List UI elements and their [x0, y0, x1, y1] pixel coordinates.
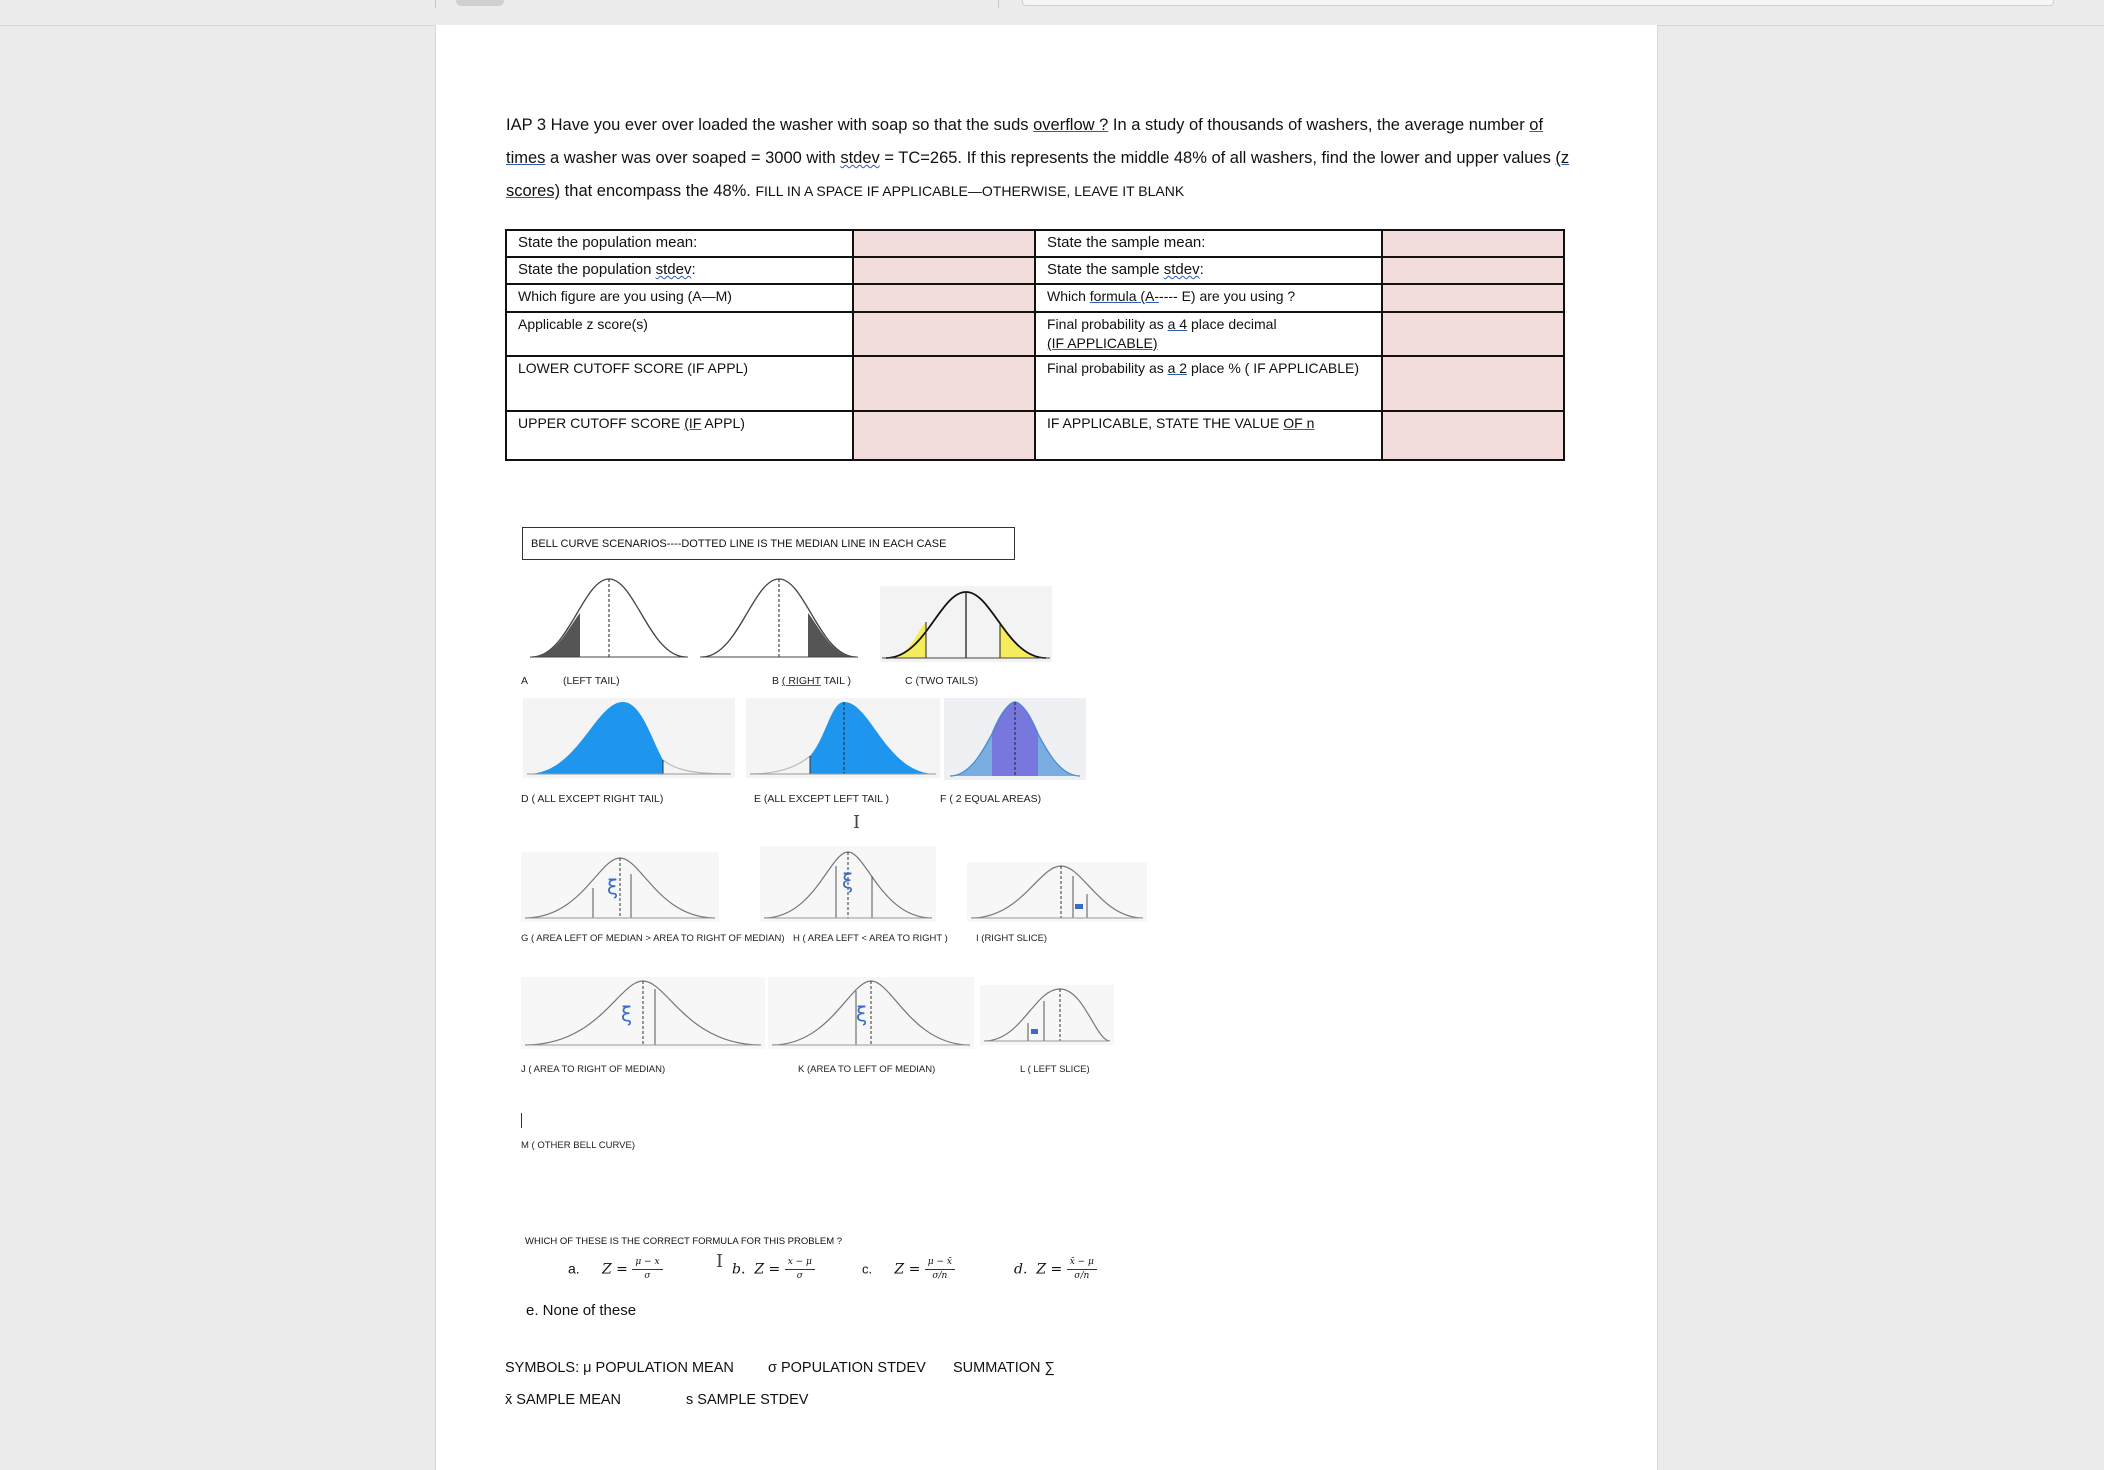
problem-statement[interactable] — [506, 109, 1570, 208]
svg-text:ξ: ξ — [842, 869, 854, 893]
text-caret — [521, 1113, 522, 1128]
label-j: J ( AREA TO RIGHT OF MEDIAN) — [521, 1064, 666, 1075]
table-row — [506, 284, 1564, 312]
toolbar-divider — [435, 0, 436, 8]
spell-link[interactable]: scores) — [506, 182, 561, 200]
spell-link[interactable]: (z — [1555, 149, 1570, 167]
label-f: F ( 2 EQUAL AREAS) — [940, 793, 1042, 805]
curve-c-two-tails — [880, 586, 1052, 662]
answer-cell[interactable] — [1382, 230, 1564, 257]
text-cursor-icon: I — [716, 1251, 724, 1272]
table-label: State the population stdev: — [506, 257, 853, 284]
toolbar-tab[interactable] — [456, 0, 504, 6]
label-d: D ( ALL EXCEPT RIGHT TAIL) — [521, 793, 664, 805]
label-c: C (TWO TAILS) — [905, 675, 979, 687]
answer-cell[interactable] — [853, 312, 1035, 356]
label-a: (LEFT TAIL) — [563, 675, 620, 687]
answer-cell[interactable] — [853, 356, 1035, 411]
app-toolbar — [0, 0, 2104, 26]
label-a-letter: A — [521, 675, 529, 687]
formula-d[interactable]: d. Z = $\frac{x̄ - \mu}{\sigma/n}$ — [1014, 1256, 1097, 1283]
symbol-mu: SYMBOLS: μ POPULATION MEAN — [505, 1360, 734, 1376]
answer-cell[interactable] — [1382, 411, 1564, 460]
table-label: State the sample mean: — [1035, 230, 1382, 257]
instruction-text: FILL IN A SPACE IF APPLICABLE—OTHERWISE, LEAVE IT BLANK — [755, 183, 1185, 199]
scenarios-title-box: BELL CURVE SCENARIOS----DOTTED LINE IS THE MEDIAN LINE IN EACH CASE — [522, 527, 1015, 560]
curve-k — [768, 977, 974, 1049]
formula-e[interactable]: e. None of these — [526, 1302, 637, 1319]
formula-a[interactable]: a. Z = $\frac{\mu - x}{\sigma}$ — [568, 1256, 663, 1283]
answer-cell[interactable] — [853, 284, 1035, 312]
symbol-xbar: x̄ SAMPLE MEAN — [505, 1392, 622, 1408]
formula-b[interactable]: b. Z = $\frac{x - \mu}{\sigma}$ — [732, 1256, 815, 1283]
curve-a-left-tail — [528, 575, 690, 661]
answer-cell[interactable] — [1382, 356, 1564, 411]
label-b: B ( RIGHT TAIL ) — [772, 675, 851, 687]
label-m: M ( OTHER BELL CURVE) — [521, 1140, 636, 1151]
spell-flag[interactable]: stdev — [840, 149, 880, 167]
svg-text:ξ: ξ — [607, 875, 619, 899]
table-label: State the population mean: — [506, 230, 853, 257]
curve-j — [521, 977, 765, 1049]
problem-text: that encompass the 48%. — [560, 182, 756, 200]
symbol-summation: SUMMATION ∑ — [953, 1360, 1055, 1376]
symbol-s: s SAMPLE STDEV — [686, 1392, 809, 1408]
spell-link[interactable]: times — [506, 149, 546, 167]
label-i: I (RIGHT SLICE) — [976, 933, 1048, 944]
answer-cell[interactable] — [1382, 312, 1564, 356]
formula-question: WHICH OF THESE IS THE CORRECT FORMULA FOR THIS PROBLEM ? — [525, 1236, 843, 1247]
curve-d-except-right-tail — [523, 698, 735, 778]
label-g: G ( AREA LEFT OF MEDIAN > AREA TO RIGHT OF MEDIAN) — [521, 933, 785, 944]
answer-table — [505, 229, 1565, 461]
label-h: H ( AREA LEFT < AREA TO RIGHT ) — [793, 933, 948, 944]
svg-text:ξ: ξ — [856, 1002, 868, 1026]
toolbar-divider — [998, 0, 999, 8]
answer-cell[interactable] — [853, 257, 1035, 284]
problem-text: In a study of thousands of washers, the average number — [1108, 116, 1530, 134]
table-label: Final probability as a 4 place decimal (IF APPLICABLE) — [1035, 312, 1382, 356]
curve-f-equal-areas — [944, 698, 1086, 780]
table-label: Final probability as a 2 place % ( IF APPLICABLE) — [1035, 356, 1382, 411]
answer-cell[interactable] — [853, 230, 1035, 257]
curve-h — [760, 846, 936, 922]
answer-cell[interactable] — [1382, 257, 1564, 284]
table-label: Which figure are you using (A—M) — [506, 284, 853, 312]
label-e: E (ALL EXCEPT LEFT TAIL ) — [754, 793, 889, 805]
table-label: LOWER CUTOFF SCORE (IF APPL) — [506, 356, 853, 411]
formula-c[interactable]: c. Z = $\frac{\mu - x̄}{\sigma/n}$ — [862, 1256, 955, 1283]
table-row — [506, 230, 1564, 257]
curve-l-left-slice — [980, 985, 1114, 1045]
text-cursor-icon: I — [853, 812, 861, 833]
table-label: UPPER CUTOFF SCORE (IF APPL) — [506, 411, 853, 460]
table-label: Which formula (A----- E) are you using ? — [1035, 284, 1382, 312]
answer-cell[interactable] — [1382, 284, 1564, 312]
curve-g — [521, 852, 719, 922]
answer-cell[interactable] — [853, 411, 1035, 460]
label-l: L ( LEFT SLICE) — [1020, 1064, 1090, 1075]
curve-i-right-slice — [967, 862, 1147, 922]
table-row — [506, 312, 1564, 356]
table-label: IF APPLICABLE, STATE THE VALUE OF n — [1035, 411, 1382, 460]
table-row — [506, 411, 1564, 460]
table-row — [506, 257, 1564, 284]
curve-e-except-left-tail — [746, 698, 940, 778]
curve-b-right-tail — [698, 575, 860, 661]
table-label: Applicable z score(s) — [506, 312, 853, 356]
problem-text: = TC=265. If this represents the middle 48% of all washers, find the lower and upper values — [879, 149, 1556, 167]
spell-link[interactable]: overflow ? — [1033, 116, 1109, 134]
table-row — [506, 356, 1564, 411]
table-label: State the sample stdev: — [1035, 257, 1382, 284]
problem-text: a washer was over soaped = 3000 with — [545, 149, 841, 167]
spell-link[interactable]: of — [1529, 116, 1544, 134]
label-k: K (AREA TO LEFT OF MEDIAN) — [798, 1064, 936, 1075]
toolbar-search-field[interactable] — [1022, 0, 2054, 6]
svg-text:ξ: ξ — [621, 1002, 633, 1026]
problem-text: IAP 3 Have you ever over loaded the washer with soap so that the suds — [506, 116, 1034, 134]
symbol-sigma: σ POPULATION STDEV — [768, 1360, 926, 1376]
